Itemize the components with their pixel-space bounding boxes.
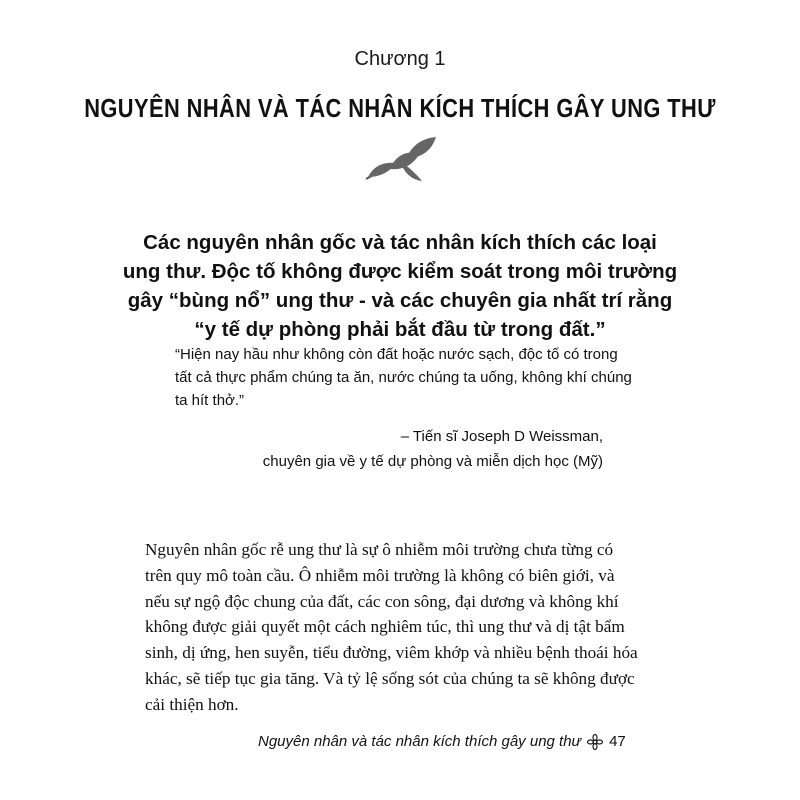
body-line: trên quy mô toàn cầu. Ô nhiễm môi trường là không có biên giới, và	[145, 565, 615, 585]
page-number: 47	[609, 733, 626, 750]
lead-line: Các nguyên nhân gốc và tác nhân kích thích các loại	[143, 231, 657, 254]
quote-attribution-name: – Tiến sĩ Joseph D Weissman,	[400, 428, 603, 445]
quote-line: tất cả thực phẩm chúng ta ăn, nước chúng ta uống, không khí chúng	[175, 369, 632, 386]
lead-paragraph	[120, 228, 680, 344]
body-line: cải thiện hơn.	[145, 694, 239, 714]
body-line: không được giải quyết một cách nghiêm túc, thì ung thư và dị tật bẩm	[145, 617, 625, 637]
leaf-sprig-icon	[362, 135, 442, 185]
quote-attribution-role: chuyên gia về y tế dự phòng và miễn dịch học (Mỹ)	[262, 453, 603, 470]
body-line: nếu sự ngộ độc chung của đất, các con sông, đại dương và không khí	[145, 591, 619, 611]
chapter-title: NGUYÊN NHÂN VÀ TÁC NHÂN KÍCH THÍCH GÂY UNG THƯ	[84, 93, 716, 123]
body-paragraph	[145, 537, 655, 718]
quote-line: “Hiện nay hầu như không còn đất hoặc nước sạch, độc tố có trong	[175, 346, 618, 363]
lead-line: gây “bùng nổ” ung thư - và các chuyên gia nhất trí rằng	[127, 289, 673, 312]
flower-icon	[587, 734, 603, 750]
chapter-label: Chương 1	[354, 48, 446, 70]
body-line: sinh, dị ứng, hen suyễn, tiểu đường, viêm khớp và nhiều bệnh thoái hóa	[145, 643, 638, 663]
lead-line: ung thư. Độc tố không được kiểm soát trong môi trường	[122, 260, 678, 283]
running-title: Nguyên nhân và tác nhân kích thích gây ung thư	[258, 733, 582, 750]
epigraph-quote	[175, 343, 645, 412]
lead-line: “y tế dự phòng phải bắt đầu từ trong đất.”	[194, 318, 606, 341]
body-line: khác, sẽ tiếp tục gia tăng. Và tỷ lệ sống sót của chúng ta sẽ không được	[145, 668, 635, 688]
page-footer	[258, 733, 728, 750]
body-line: Nguyên nhân gốc rễ ung thư là sự ô nhiễm môi trường chưa từng có	[145, 540, 614, 559]
quote-line: ta hít thở.”	[175, 392, 245, 409]
